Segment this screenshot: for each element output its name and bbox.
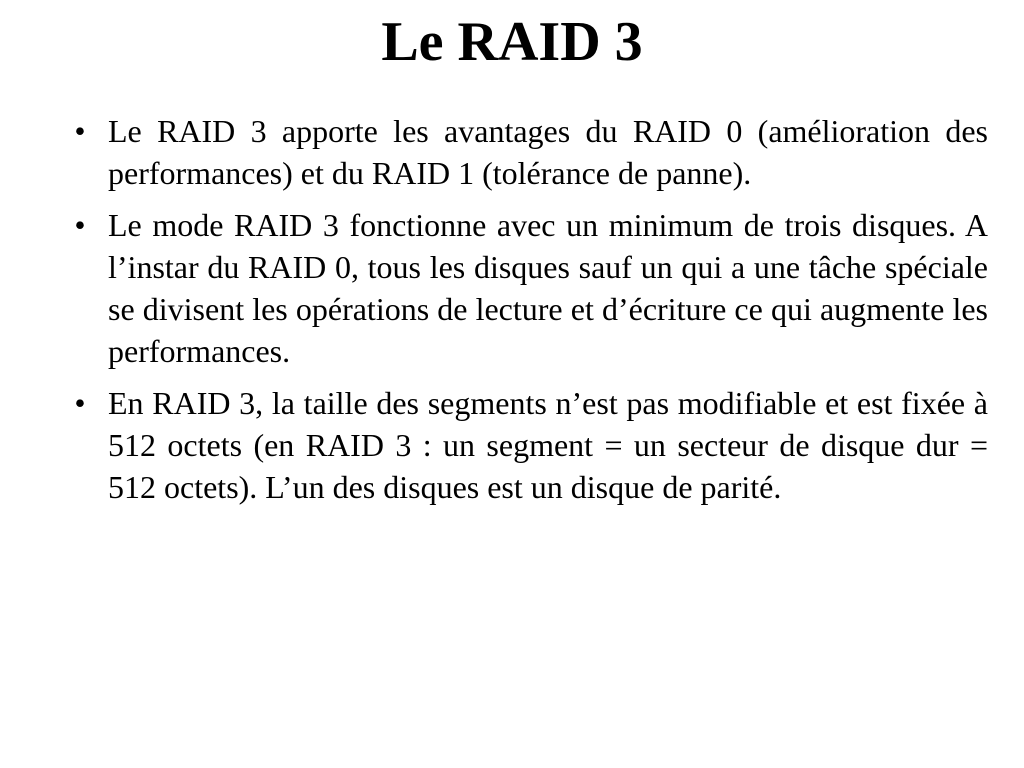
bullet-icon: • — [74, 385, 86, 421]
bullet-item — [70, 382, 988, 508]
bullet-text: Le RAID 3 apporte les avantages du RAID 0 (amélioration des performances) et du RAID 1 (tolérance de panne). — [108, 113, 988, 191]
bullet-text: Le mode RAID 3 fonctionne avec un minimum de trois disques. A l’instar du RAID 0, tous les disques sauf un qui a une tâche spéciale se divisent les opérations de lecture et d’écriture ce qui augmente les performances. — [108, 207, 988, 369]
slide-title: Le RAID 3 — [381, 11, 643, 73]
bullet-item — [70, 204, 988, 372]
bullet-icon: • — [74, 113, 86, 149]
bullet-item — [70, 110, 988, 194]
bullet-icon: • — [74, 207, 86, 243]
bullet-list — [70, 110, 988, 518]
bullet-text: En RAID 3, la taille des segments n’est pas modifiable et est fixée à 512 octets (en RAID 3 : un segment = un secteur de disque dur = 512 octets). L’un des disques est un disque de parité. — [108, 385, 988, 505]
